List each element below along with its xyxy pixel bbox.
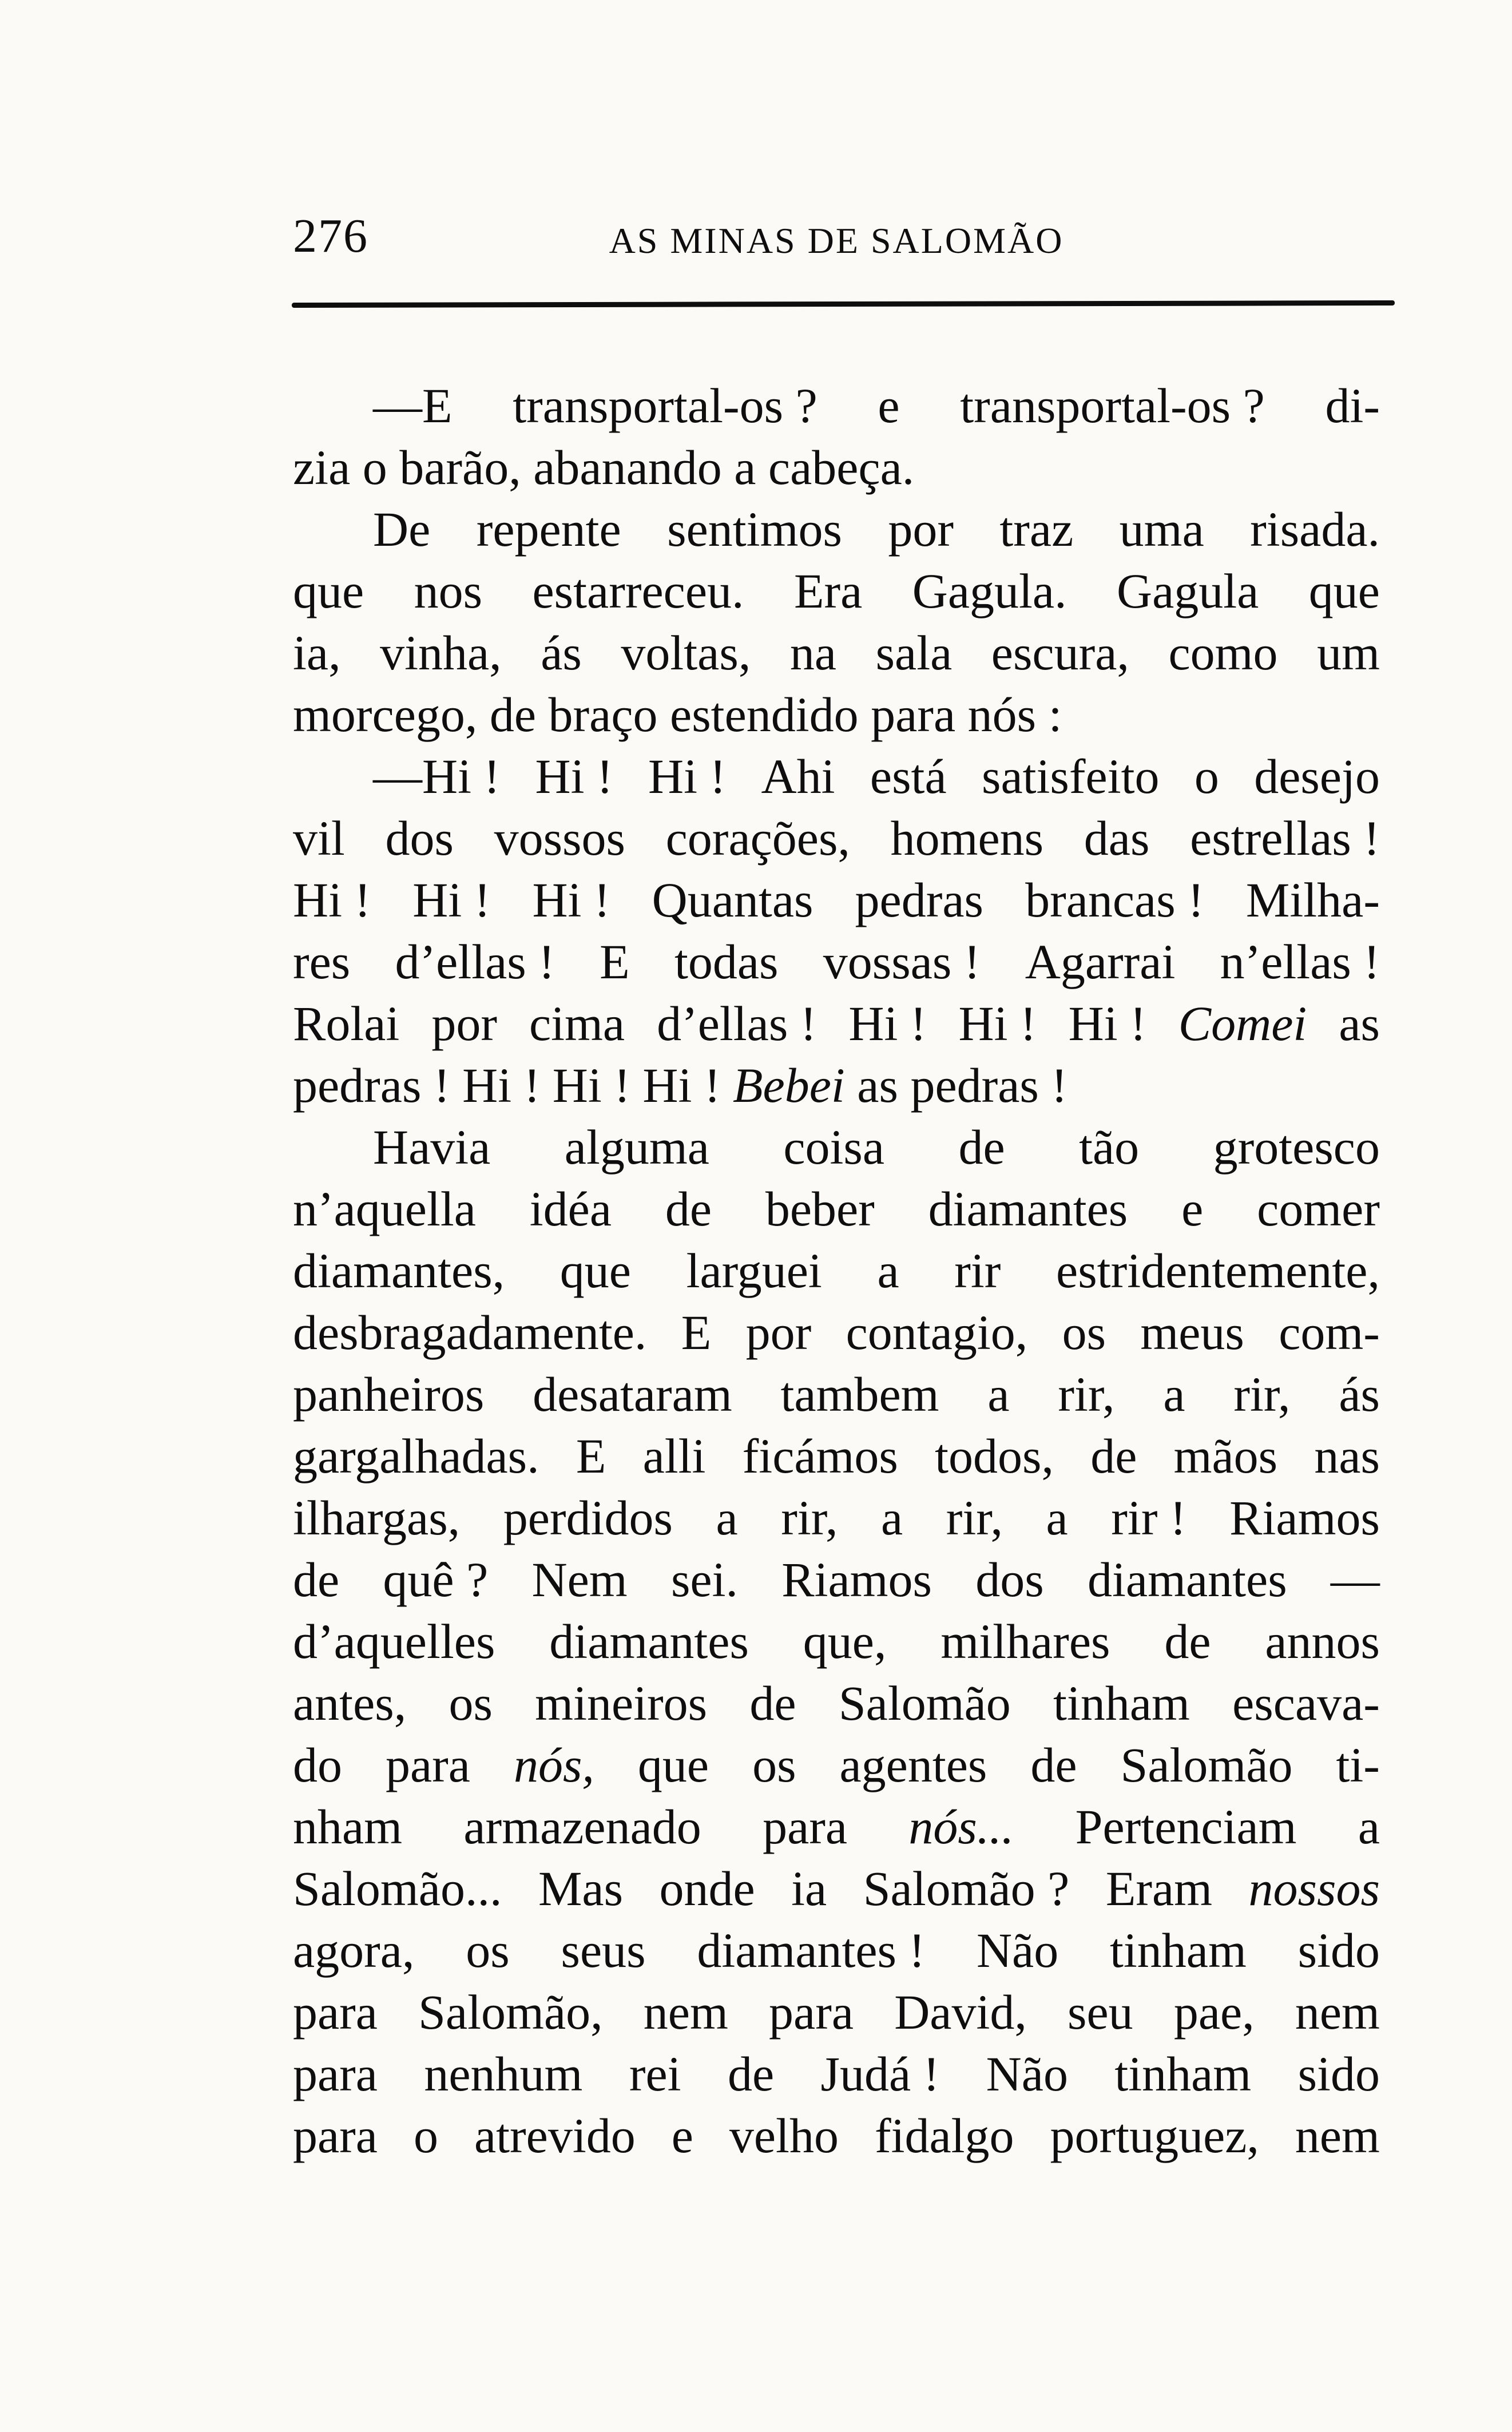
word: ás [541,625,582,680]
word: E [576,1429,606,1483]
word: dos [385,811,454,866]
word: Salomão, [418,1985,603,2040]
word: estarreceu. [532,564,744,618]
word: Riamos [781,1552,932,1607]
word: de [749,1676,796,1731]
word: para [293,1985,378,2040]
word: Salomão... [293,1861,502,1916]
word: por [888,502,954,557]
word: —Hi ! [373,749,501,804]
text-line [293,1425,1380,1487]
word: as [1339,996,1380,1051]
word: diamantes, [293,1243,505,1298]
word: nos [414,564,483,618]
word: por [745,1305,812,1360]
word: diamantes [549,1614,749,1669]
word: a [877,1243,899,1298]
word: alli [642,1429,706,1483]
word: traz [999,502,1074,557]
word: perdidos [503,1490,673,1545]
word: que [637,1737,709,1792]
text-line [293,1734,1380,1796]
word: brancas ! [1025,872,1204,927]
word: rir, [781,1490,838,1545]
word: está [870,749,947,804]
word: nenhum [424,2046,583,2101]
word: armazenado [463,1799,701,1854]
word: di- [1325,378,1380,433]
word: d’aquelles [293,1614,495,1669]
word: sentimos [667,502,842,557]
word: Nem [531,1552,628,1607]
word: por [431,996,497,1051]
word: risada. [1250,502,1380,557]
word: vossos [494,811,625,866]
word: diamantes ! [697,1923,926,1978]
word: Hi ! [532,872,610,927]
text-line [293,437,1380,498]
word: a [716,1490,738,1545]
word: Não [986,2046,1068,2101]
word: morcego, [293,687,478,742]
text-line [293,1610,1380,1672]
text-line [293,622,1380,684]
word: desejo [1254,749,1380,804]
word: Hi ! [412,872,491,927]
text-line [293,1302,1380,1363]
word: tão [1079,1120,1140,1175]
word: de [1164,1614,1211,1669]
word: que [559,1243,631,1298]
word: coisa [783,1120,885,1175]
word: os [449,1676,493,1731]
word: pedras ! [910,1058,1068,1113]
text-line [293,1549,1380,1610]
word: zia [293,440,351,495]
text-line [293,1919,1380,1981]
word: abanando [533,440,722,495]
word-italic: Comei [1178,996,1307,1051]
word: nem [643,1985,728,2040]
text-line [293,560,1380,622]
word-italic: nós... [908,1799,1014,1854]
text-line [293,1796,1380,1858]
text-line [293,931,1380,993]
text-line [293,498,1380,560]
text-line [293,1240,1380,1302]
word: grotesco [1213,1120,1380,1175]
word: Ahi [761,749,835,804]
paragraph [293,745,1380,1116]
word: Salomão ? [863,1861,1070,1916]
word: Salomão [1120,1737,1293,1792]
word: de [958,1120,1005,1175]
word: agentes [839,1737,987,1792]
word: transportal-os ? [513,378,817,433]
text-line [293,1858,1380,1919]
word: nós : [967,687,1062,742]
word: que, [803,1614,887,1669]
word: portuguez, [1050,2108,1259,2163]
word: Hi ! [958,996,1037,1051]
word: Hi ! [535,749,613,804]
text-line [293,807,1380,869]
word: ia [791,1861,827,1916]
word: Gagula. [912,564,1067,618]
word: que [293,564,364,618]
word: nham [293,1799,403,1854]
word: de [665,1181,712,1236]
word: voltas, [621,625,751,680]
word: rir [954,1243,1001,1298]
paragraph [293,375,1380,498]
word: Não [976,1923,1059,1978]
word: rei [629,2046,681,2101]
word: seus [561,1923,646,1978]
word: tinham [1114,2046,1252,2101]
word: comer [1257,1181,1380,1236]
running-title: AS MINAS DE SALOMÃO [609,220,1064,261]
word: escava- [1232,1676,1380,1731]
word: Quantas [652,872,813,927]
word: das [1084,811,1150,866]
word: Hi ! [552,1058,630,1113]
word: a [1163,1367,1185,1422]
word: sei. [670,1552,738,1607]
word: barão, [399,440,521,495]
word: diamantes [928,1181,1128,1236]
word: atrevido [474,2108,636,2163]
word: Gagula [1117,564,1259,618]
word: Hi ! [293,872,371,927]
word: como [1168,625,1278,680]
word: a [1358,1799,1380,1854]
word: o [362,440,387,495]
word: velho [729,2108,839,2163]
word-italic: nossos [1248,1861,1380,1916]
word: e [878,378,900,433]
word: sido [1297,2046,1380,2101]
word: gargalhadas. [293,1429,539,1483]
word: Judá ! [820,2046,940,2101]
word: os [752,1737,796,1792]
word: para [763,1799,848,1854]
word: Havia [373,1120,491,1175]
text-line [293,1672,1380,1734]
text-line [293,1054,1380,1116]
word: — [1330,1552,1380,1607]
word: uma [1119,502,1204,557]
word: Hi ! [848,996,927,1051]
word: panheiros [293,1367,485,1422]
word: diamantes [1088,1552,1287,1607]
word: ia, [293,625,341,680]
word: para [871,687,956,742]
word: Rolai [293,996,400,1051]
word: Agarrai [1025,934,1176,989]
word: Riamos [1229,1490,1380,1545]
word: meus [1140,1305,1244,1360]
word: d’ellas ! [657,996,817,1051]
word: transportal-os ? [960,378,1265,433]
word: homens [890,811,1044,866]
word: David, [894,1985,1027,2040]
word: a [987,1367,1010,1422]
word: para [385,1737,470,1792]
word: rir, [1058,1367,1115,1422]
word: corações, [665,811,850,866]
word: antes, [293,1676,407,1731]
word: pedras ! [293,1058,450,1113]
text-line [293,2105,1380,2167]
word: a [1046,1490,1068,1545]
word: de [1030,1737,1077,1792]
word: contagio, [846,1305,1028,1360]
word: a [881,1490,903,1545]
word: para [769,1985,854,2040]
text-line [293,869,1380,931]
word: o [413,2108,438,2163]
word: na [789,625,837,680]
word: um [1317,625,1380,680]
word: tinham [1053,1676,1190,1731]
word: com- [1279,1305,1380,1360]
text-block [293,375,1380,2167]
word: res [293,934,351,989]
word: De [373,502,431,557]
word: nas [1314,1429,1380,1483]
word: annos [1265,1614,1380,1669]
word: dos [975,1552,1044,1607]
page-header [293,205,1380,268]
text-line [293,1363,1380,1425]
word: rir ! [1111,1490,1186,1545]
text-line [293,745,1380,807]
word: mãos [1173,1429,1278,1483]
word: pedras [855,872,983,927]
word: ti- [1336,1737,1380,1792]
word: larguei [686,1243,822,1298]
text-line [293,993,1380,1054]
word: todas [674,934,779,989]
word: para [293,2108,378,2163]
header-rule [292,300,1395,308]
word: beber [765,1181,875,1236]
word: fidalgo [874,2108,1014,2163]
word: repente [476,502,621,557]
text-line [293,684,1380,745]
word: todos, [935,1429,1054,1483]
word: de [489,687,537,742]
word: n’ellas ! [1220,934,1380,989]
word: os [1062,1305,1106,1360]
word: do [293,1737,342,1792]
word: cabeça. [768,440,915,495]
word: Hi ! [1068,996,1146,1051]
word: tambem [780,1367,939,1422]
word: ilhargas, [293,1490,461,1545]
word: vinha, [380,625,502,680]
word: vil [293,811,345,866]
word: E [600,934,630,989]
word: braço [548,687,658,742]
page-number: 276 [293,209,368,263]
word: estrellas ! [1190,811,1380,866]
word: escura, [991,625,1129,680]
word: Hi ! [642,1058,721,1113]
word: idéa [529,1181,612,1236]
paragraph [293,1116,1380,2167]
word: estendido [670,687,859,742]
text-line [293,375,1380,437]
word: alguma [564,1120,709,1175]
word: n’aquella [293,1181,476,1236]
text-line [293,1178,1380,1240]
word: o [1194,749,1219,804]
word: e [671,2108,693,2163]
word: onde [659,1861,755,1916]
word: a [734,440,756,495]
word: tinham [1109,1923,1247,1978]
text-line [293,1981,1380,2043]
word: nem [1295,1985,1380,2040]
word: de [1090,1429,1137,1483]
word: Pertenciam [1075,1799,1297,1854]
word: estridentemente, [1056,1243,1380,1298]
word: os [466,1923,510,1978]
word: Eram [1105,1861,1213,1916]
word: E [681,1305,712,1360]
text-line [293,1116,1380,1178]
word: seu [1067,1985,1133,2040]
word: mineiros [535,1676,708,1731]
word: sala [875,625,953,680]
paragraph [293,498,1380,745]
word: Mas [538,1861,624,1916]
word: que [1308,564,1380,618]
word: para [293,2046,378,2101]
word: vossas ! [823,934,981,989]
word: nem [1295,2108,1380,2163]
word: d’ellas ! [395,934,555,989]
word: desataram [533,1367,732,1422]
word: Era [793,564,863,618]
word: Hi ! [462,1058,541,1113]
word: de [293,1552,340,1607]
word: milhares [940,1614,1110,1669]
word: quê ? [383,1552,489,1607]
word-italic: Bebei [733,1058,845,1113]
word: —E [373,378,453,433]
word: de [727,2046,775,2101]
word: cima [529,996,625,1051]
word: as [857,1058,898,1113]
word: agora, [293,1923,415,1978]
word: e [1181,1181,1204,1236]
word: rir, [1233,1367,1291,1422]
word-italic: nós, [513,1737,594,1792]
word: ficámos [742,1429,898,1483]
word: Salomão [838,1676,1011,1731]
word: Hi ! [648,749,727,804]
word: satisfeito [982,749,1160,804]
word: pae, [1173,1985,1255,2040]
text-line [293,1487,1380,1549]
word: sido [1297,1923,1380,1978]
word: rir, [946,1490,1003,1545]
word: Milha- [1245,872,1380,927]
word: desbragadamente. [293,1305,647,1360]
word: ás [1339,1367,1380,1422]
text-line [293,2043,1380,2105]
